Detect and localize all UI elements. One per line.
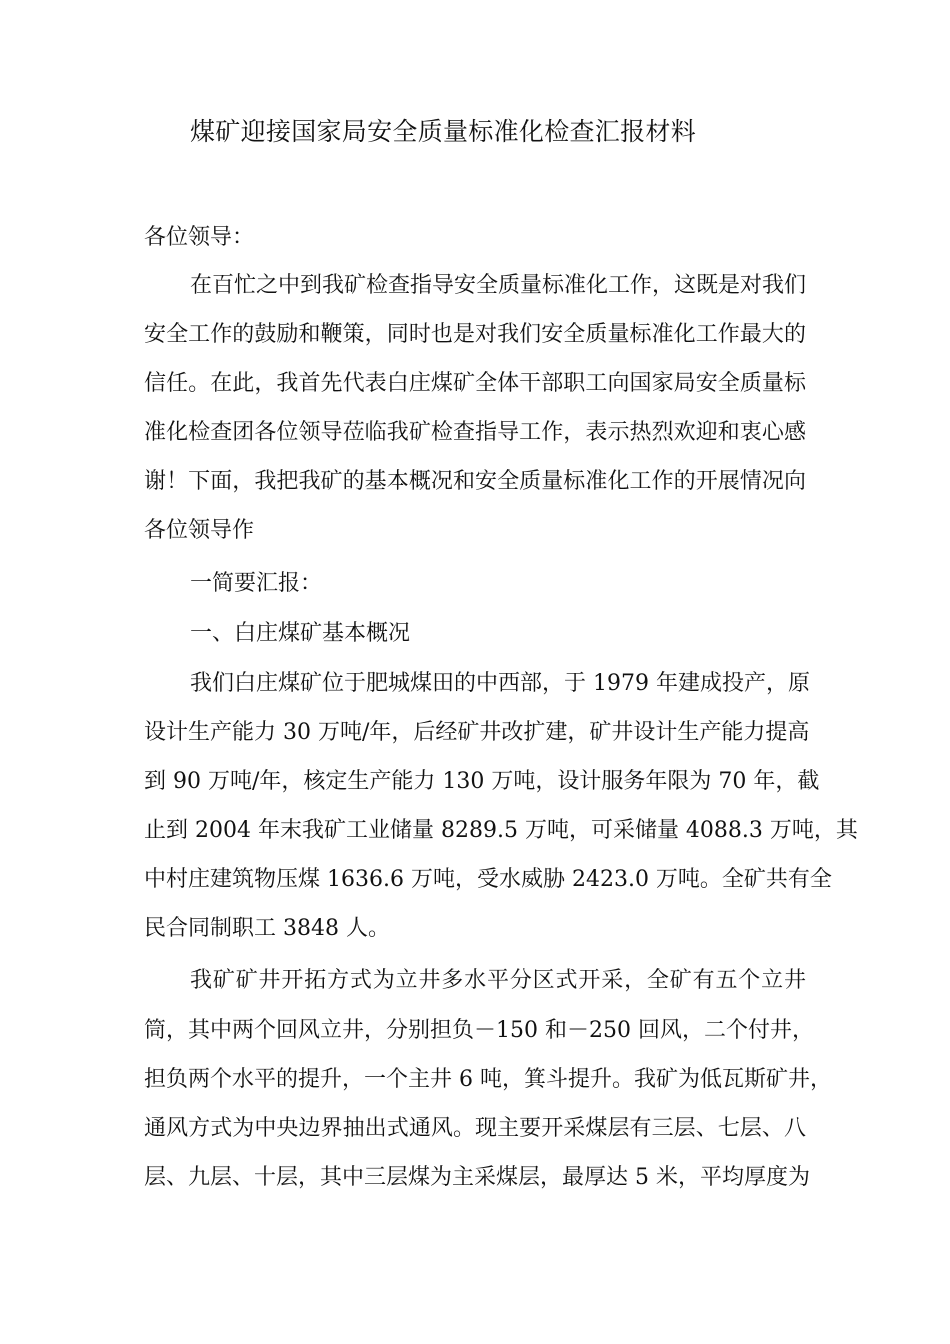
paragraph-line: 信任。在此，我首先代表白庄煤矿全体干部职工向国家局安全质量标 [144, 371, 806, 396]
paragraph-line: 在百忙之中到我矿检查指导安全质量标准化工作，这既是对我们 [190, 273, 807, 298]
paragraph-line: 准化检查团各位领导莅临我矿检查指导工作，表示热烈欢迎和衷心感 [144, 420, 806, 445]
section-heading: 一、白庄煤矿基本概况 [190, 621, 411, 646]
paragraph-line: 层、九层、十层，其中三层煤为主采煤层，最厚达 5 米，平均厚度为 [144, 1165, 810, 1190]
salutation: 各位领导： [144, 225, 255, 250]
paragraph-line: 各位领导作 [144, 518, 255, 543]
paragraph-line: 一简要汇报： [190, 571, 323, 596]
paragraph-line: 止到 2004 年末我矿工业储量 8289.5 万吨，可采储量 4088.3 万吨，其 [144, 818, 858, 843]
paragraph-line: 我矿矿井开拓方式为立井多水平分区式开采，全矿有五个立井 [190, 968, 806, 993]
paragraph-line: 到 90 万吨/年，核定生产能力 130 万吨，设计服务年限为 70 年，截 [144, 769, 820, 794]
paragraph-line: 我们白庄煤矿位于肥城煤田的中西部，于 1979 年建成投产，原 [190, 671, 810, 696]
paragraph-line: 谢！下面，我把我矿的基本概况和安全质量标准化工作的开展情况向 [144, 469, 806, 494]
paragraph-line: 通风方式为中央边界抽出式通风。现主要开采煤层有三层、七层、八 [144, 1116, 806, 1141]
paragraph-line: 民合同制职工 3848 人。 [144, 916, 390, 941]
paragraph-line: 中村庄建筑物压煤 1636.6 万吨，受水威胁 2423.0 万吨。全矿共有全 [144, 867, 832, 892]
paragraph-line: 安全工作的鼓励和鞭策，同时也是对我们安全质量标准化工作最大的 [144, 322, 806, 347]
paragraph-line: 设计生产能力 30 万吨/年，后经矿井改扩建，矿井设计生产能力提高 [144, 720, 810, 745]
document-title: 煤矿迎接国家局安全质量标准化检查汇报材料 [190, 117, 697, 146]
paragraph-line: 筒，其中两个回风立井，分别担负－150 和－250 回风，二个付井， [144, 1018, 814, 1043]
paragraph-line: 担负两个水平的提升，一个主井 6 吨，箕斗提升。我矿为低瓦斯矿井， [144, 1067, 832, 1092]
